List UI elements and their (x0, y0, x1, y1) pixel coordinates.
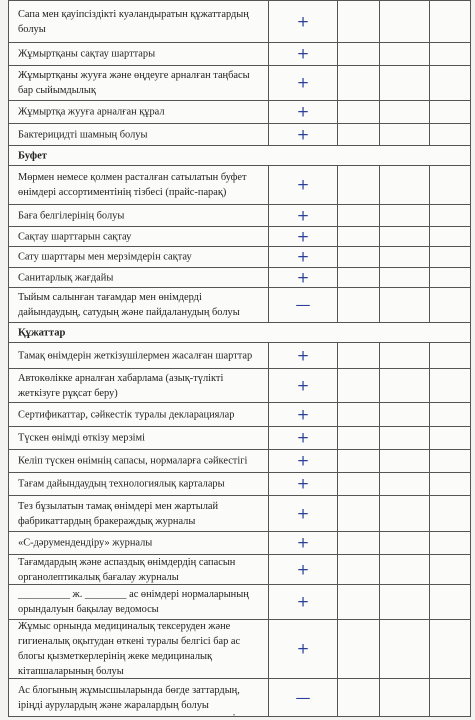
plus-mark: + (296, 346, 310, 364)
mark-cell (269, 124, 338, 145)
plus-mark: + (296, 376, 310, 394)
mark-cell (269, 288, 338, 322)
mark-cell (269, 166, 338, 204)
empty-cell (380, 66, 430, 100)
empty-cell (338, 247, 380, 267)
empty-cell (430, 532, 471, 554)
empty-cell (430, 166, 471, 204)
mark-cell (269, 620, 338, 678)
requirement-text: Бактерицидті шамның болуы (18, 129, 148, 140)
requirement-text: Тамақ өнімдерін жеткізушілермен жасалған шарттар (18, 350, 253, 361)
table-row (9, 679, 471, 717)
empty-cell (430, 247, 471, 267)
empty-cell (430, 1, 471, 42)
table-row (9, 1, 471, 43)
empty-cell (380, 620, 430, 678)
empty-cell (338, 473, 380, 495)
empty-cell (338, 496, 380, 531)
empty-cell (380, 403, 430, 426)
empty-cell (338, 343, 380, 368)
table-row (9, 43, 471, 66)
empty-cell (430, 679, 471, 716)
empty-cell (430, 101, 471, 123)
description-cell (9, 369, 269, 402)
description-cell (9, 450, 269, 472)
empty-cell (380, 532, 430, 554)
dash-mark: — (295, 688, 311, 706)
table-row (9, 343, 471, 369)
description-cell (9, 101, 269, 123)
description-cell (9, 166, 269, 204)
description-cell (9, 268, 269, 287)
empty-cell (380, 585, 430, 619)
table-row (9, 124, 471, 146)
requirement-text: Сапа мен қауіпсіздікті куәландыратын құжаттардың болуы (18, 8, 249, 35)
mark-cell (269, 205, 338, 226)
description-cell (9, 323, 471, 342)
requirement-text: Жұмыртқаны жууға және өңдеуге арналған таңбасы бар сыйымдылық (18, 70, 250, 96)
requirement-text: Тыйым салынған тағамдар мен өнімдерді дайындаудың, сатудың және пайдаланудың болуы (18, 292, 240, 318)
mark-cell (269, 450, 338, 472)
dash-mark: — (295, 295, 311, 314)
requirement-text: Ас блогының жұмысшыларында бөгде заттардың, іріңді аурулардың және жаралардың болуы (18, 684, 240, 711)
mark-cell (269, 679, 338, 716)
empty-cell (430, 124, 471, 145)
mark-cell (269, 532, 338, 554)
description-cell (9, 427, 269, 449)
empty-cell (380, 343, 430, 368)
empty-cell (430, 205, 471, 226)
description-cell (9, 227, 269, 246)
description-cell (9, 585, 269, 619)
empty-cell (380, 473, 430, 495)
requirement-text: Автокөлікке арналған хабарлама (азық-түлікті жеткізуге рұқсат беру) (18, 372, 224, 399)
plus-mark: + (296, 451, 310, 470)
description-cell (9, 620, 269, 678)
mark-cell (269, 555, 338, 584)
requirement-text: Тез бұзылатын тамақ өнімдері мен жартылай фабрикаттардың бракераждық журналы (18, 500, 219, 527)
mark-cell (269, 1, 338, 42)
description-cell (9, 43, 269, 65)
empty-cell (338, 620, 380, 678)
empty-cell (430, 288, 471, 322)
requirement-text: Тағам дайындаудың технологиялық карталары (18, 478, 225, 490)
requirement-text: Жұмыс орнында медициналық тексеруден және гигиеналық оқытудан өткені туралы белгісі бар ас блогы қызметкерлерінің жеке медициналық кітапшаларының болуы (18, 621, 241, 677)
empty-cell (430, 473, 471, 495)
table-row (9, 555, 471, 585)
table-row (9, 532, 471, 555)
mark-cell (269, 247, 338, 267)
empty-cell (380, 43, 430, 65)
requirement-text: Санитарлық жағдайы (18, 272, 114, 283)
plus-mark: + (296, 474, 310, 493)
empty-cell (380, 288, 430, 322)
section-title: Құжаттар (18, 327, 66, 338)
plus-mark: + (296, 428, 310, 447)
empty-cell (338, 532, 380, 554)
empty-cell (430, 555, 471, 584)
requirement-text: Жұмыртқа жууға арналған құрал (18, 106, 165, 118)
empty-cell (380, 555, 430, 584)
description-cell (9, 555, 269, 584)
plus-mark: + (296, 44, 310, 63)
plus-mark: + (296, 268, 310, 286)
empty-cell (380, 268, 430, 287)
table-row (9, 403, 471, 427)
plus-mark: + (296, 206, 310, 224)
table-row (9, 268, 471, 288)
table-row (9, 473, 471, 496)
plus-mark: + (296, 639, 310, 658)
mark-cell (269, 66, 338, 100)
description-cell (9, 496, 269, 531)
description-cell (9, 1, 269, 42)
description-cell (9, 343, 269, 368)
empty-cell (430, 268, 471, 287)
table-row (9, 369, 471, 403)
empty-cell (338, 555, 380, 584)
empty-cell (430, 369, 471, 402)
empty-cell (338, 124, 380, 145)
section-header-row (9, 146, 471, 166)
empty-cell (338, 227, 380, 246)
empty-cell (380, 427, 430, 449)
empty-cell (338, 166, 380, 204)
checklist-table (8, 0, 471, 717)
empty-cell (380, 450, 430, 472)
empty-cell (380, 124, 430, 145)
empty-cell (338, 403, 380, 426)
empty-cell (338, 205, 380, 226)
empty-cell (338, 369, 380, 402)
description-cell (9, 403, 269, 426)
requirement-text: Мөрмен немесе қолмен расталған сатылатын буфет өнімдері ассортиментінің тізбесі (прайс-парақ) (18, 172, 247, 198)
plus-mark: + (296, 247, 310, 266)
empty-cell (380, 496, 430, 531)
empty-cell (430, 585, 471, 619)
empty-cell (338, 450, 380, 472)
description-cell (9, 532, 269, 554)
description-cell (9, 288, 269, 322)
empty-cell (430, 620, 471, 678)
requirement-text: Сақтау шарттарын сақтау (18, 231, 132, 242)
mark-cell (269, 101, 338, 123)
empty-cell (380, 227, 430, 246)
mark-cell (269, 473, 338, 495)
mark-cell (269, 343, 338, 368)
table-row (9, 227, 471, 247)
empty-cell (338, 66, 380, 100)
section-title: Буфет (18, 150, 48, 161)
requirement-text: Баға белгілерінің болуы (18, 210, 125, 221)
empty-cell (430, 403, 471, 426)
empty-cell (430, 227, 471, 246)
mark-cell (269, 227, 338, 246)
table-row (9, 205, 471, 227)
plus-mark: + (296, 560, 310, 578)
empty-cell (338, 427, 380, 449)
table-row (9, 585, 471, 620)
empty-cell (380, 166, 430, 204)
empty-cell (430, 43, 471, 65)
table-row (9, 450, 471, 473)
table-row (9, 427, 471, 450)
empty-cell (380, 247, 430, 267)
requirement-text: Келіп түскен өнімнің сапасы, нормаларға сәйкестігі (18, 455, 248, 467)
table-row (9, 620, 471, 679)
description-cell (9, 679, 269, 716)
plus-mark: + (296, 504, 310, 522)
mark-cell (269, 585, 338, 619)
mark-cell (269, 403, 338, 426)
empty-cell (380, 101, 430, 123)
empty-cell (380, 205, 430, 226)
description-cell (9, 66, 269, 100)
requirement-text: Тағамдардың және аспаздық өнімдердің сапасын органолептикалық бағалау журналы (18, 556, 236, 583)
empty-cell (430, 496, 471, 531)
section-header-row (9, 323, 471, 343)
description-cell (9, 473, 269, 495)
mark-cell (269, 496, 338, 531)
plus-mark: + (296, 175, 310, 194)
table-row (9, 496, 471, 532)
description-cell (9, 247, 269, 267)
description-cell (9, 124, 269, 145)
description-cell (9, 205, 269, 226)
requirement-text: Сертификаттар, сәйкестік туралы декларациялар (18, 409, 235, 420)
requirement-text: «С-дәрумендендіру» журналы (18, 537, 153, 549)
table-row (9, 288, 471, 323)
mark-cell (269, 369, 338, 402)
empty-cell (338, 43, 380, 65)
plus-mark: + (296, 125, 310, 143)
empty-cell (338, 101, 380, 123)
empty-cell (430, 450, 471, 472)
requirement-text: Сату шарттары мен мерзімдерін сақтау (18, 251, 192, 263)
page-dot: • (233, 713, 236, 719)
plus-mark: + (296, 12, 310, 30)
empty-cell (380, 369, 430, 402)
empty-cell (338, 1, 380, 42)
plus-mark: + (296, 592, 310, 611)
empty-cell (380, 1, 430, 42)
plus-mark: + (296, 533, 310, 552)
empty-cell (380, 679, 430, 716)
mark-cell (269, 43, 338, 65)
requirement-text: __________ ж. ________ ас өнімдері нормаларының орындалуын бақылау ведомосы (18, 589, 249, 615)
plus-mark: + (296, 73, 310, 92)
empty-cell (338, 585, 380, 619)
empty-cell (430, 66, 471, 100)
plus-mark: + (296, 405, 310, 423)
plus-mark: + (296, 102, 310, 121)
requirement-text: Жұмыртқаны сақтау шарттары (18, 48, 156, 60)
table-row (9, 101, 471, 124)
empty-cell (338, 268, 380, 287)
description-cell (9, 146, 471, 165)
empty-cell (430, 343, 471, 368)
table-row (9, 66, 471, 101)
mark-cell (269, 427, 338, 449)
requirement-text: Түскен өнімді өткізу мерзімі (18, 432, 146, 444)
mark-cell (269, 268, 338, 287)
table-row (9, 166, 471, 205)
plus-mark: + (296, 227, 310, 245)
empty-cell (338, 288, 380, 322)
empty-cell (338, 679, 380, 716)
empty-cell (430, 427, 471, 449)
table-row (9, 247, 471, 268)
